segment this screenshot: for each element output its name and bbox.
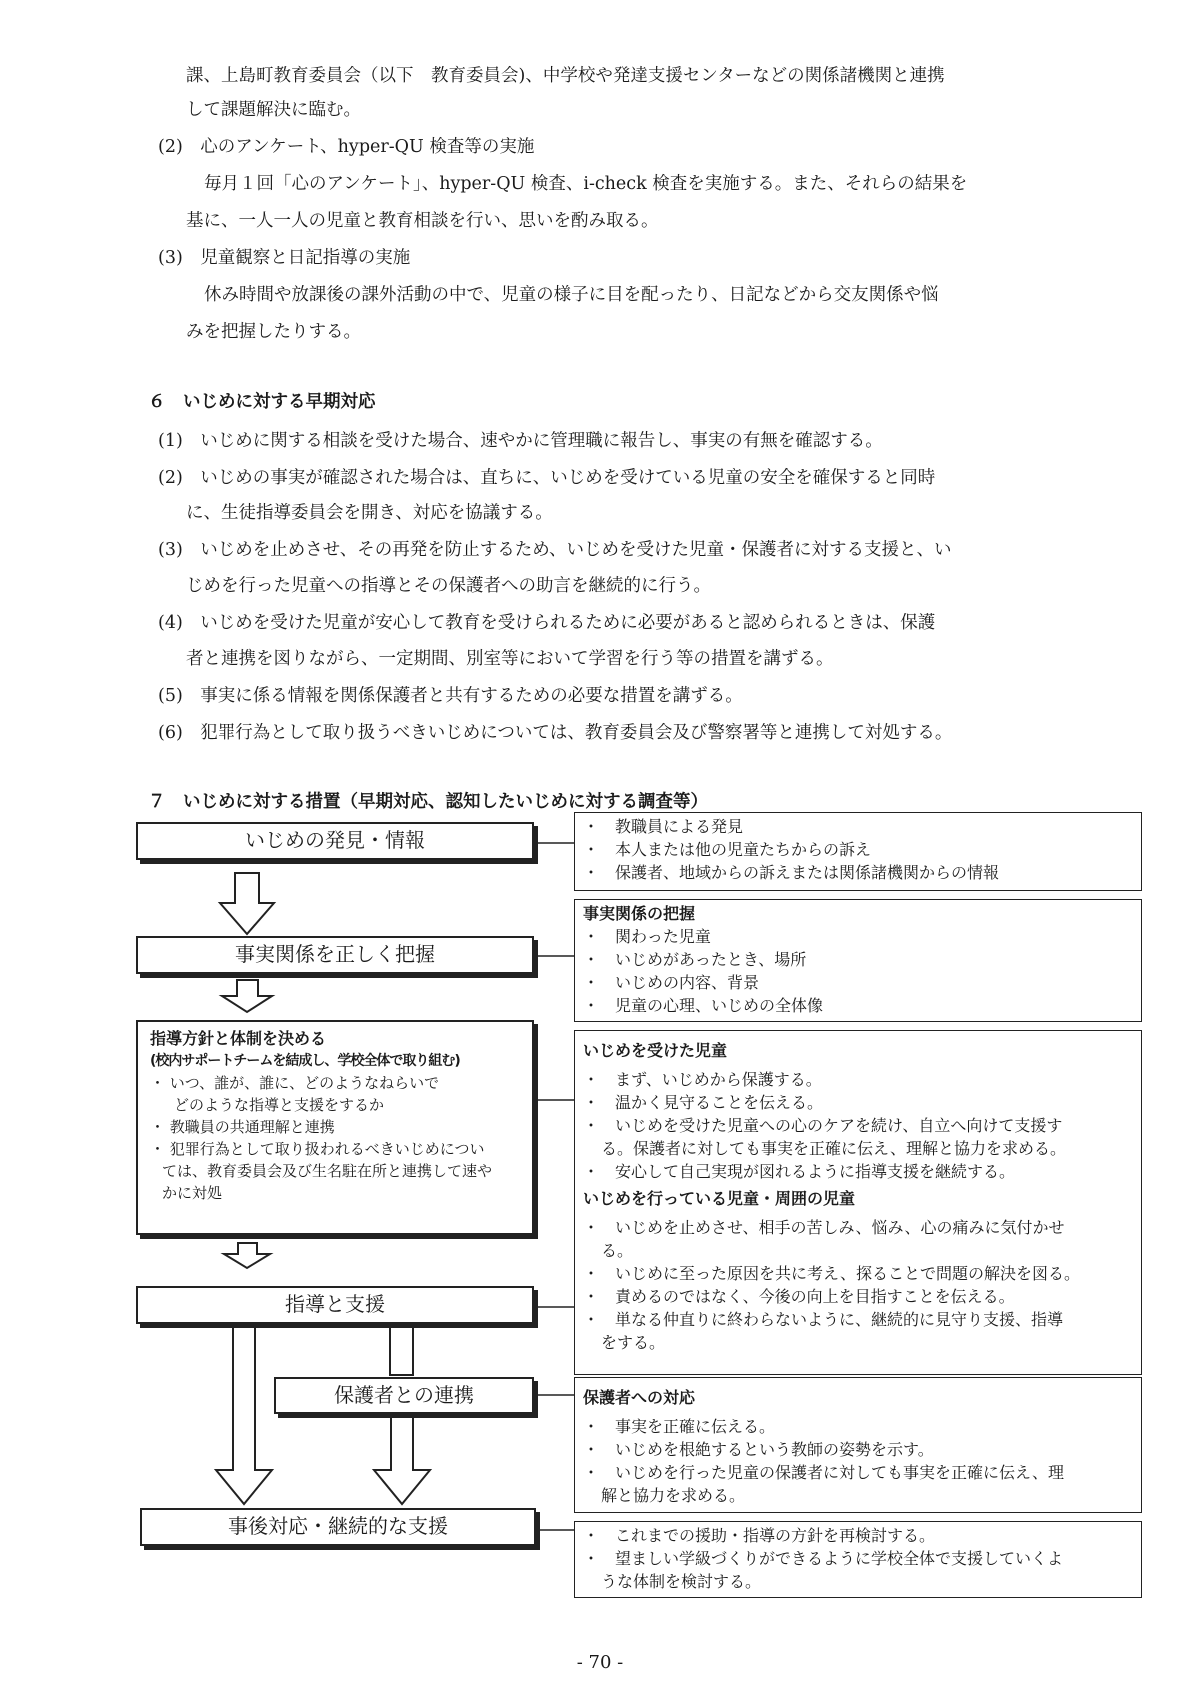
list-item: (5) 事実に係る情報を関係保護者と共有するための必要な措置を講ずる。: [158, 686, 743, 706]
detail-line: ・ いじめの内容、背景: [583, 973, 760, 992]
detail-title: 保護者への対応: [583, 1388, 696, 1407]
detail-line: ・ 事実を正確に伝える。: [583, 1417, 776, 1436]
detail-line: ・ いじめを止めさせ、相手の苦しみ、悩み、心の痛みに気付かせ: [583, 1218, 1065, 1237]
detail-line: ・ 安心して自己実現が図れるように指導支援を継続する。: [583, 1162, 1016, 1181]
detail-line: ・ いじめを根絶するという教師の姿勢を示す。: [583, 1440, 934, 1459]
detail-line: ・ 関わった児童: [583, 927, 711, 946]
arrow-down-icon: [220, 873, 274, 934]
flow-box-title: 指導方針と体制を決める: [150, 1029, 327, 1048]
flow-box-subtitle: (校内サポートチームを結成し、学校全体で取り組む): [150, 1053, 460, 1069]
flow-box-guidance: [136, 1286, 534, 1324]
connector: [390, 1326, 413, 1375]
detail-line: ・ 望ましい学級づくりができるように学校全体で支援していくよ: [583, 1549, 1064, 1568]
paragraph-line: 休み時間や放課後の課外活動の中で、児童の様子に目を配ったり、日記などから交友関係や悩: [204, 285, 939, 305]
detail-line: ・ 責めるのではなく、今後の向上を目指すことを伝える。: [583, 1287, 1015, 1306]
detail-title: いじめを行っている児童・周囲の児童: [583, 1189, 856, 1208]
detail-line: ・ 本人または他の児童たちからの訴え: [583, 840, 872, 859]
flow-box-label: 事実関係を正しく把握: [235, 942, 435, 966]
detail-line: ・ 保護者、地域からの訴えまたは関係諸機関からの情報: [583, 863, 1000, 882]
flow-box-label: 保護者との連携: [334, 1383, 474, 1407]
detail-box-fact-finding: [574, 899, 1142, 1022]
flow-box-discovery: [136, 822, 534, 860]
arrow-down-icon: [374, 1414, 430, 1504]
flow-box-line: ・ いつ、誰が、誰に、どのようなねらいで: [150, 1074, 440, 1092]
paragraph-line: みを把握したりする。: [186, 322, 361, 342]
detail-title: 事実関係の把握: [583, 904, 696, 923]
detail-line: うな体制を検討する。: [601, 1572, 762, 1591]
intro-line: して課題解決に臨む。: [186, 100, 361, 120]
arrow-down-icon: [216, 1326, 272, 1504]
paragraph-line: 基に、一人一人の児童と教育相談を行い、思いを酌み取る。: [186, 211, 659, 231]
detail-title: いじめを受けた児童: [583, 1041, 728, 1060]
detail-line: る。保護者に対しても事実を正確に伝え、理解と協力を求める。: [601, 1139, 1066, 1158]
flow-box-label: いじめの発見・情報: [245, 828, 425, 852]
flow-box-policy: [136, 1020, 534, 1235]
flow-box-label: 事後対応・継続的な支援: [228, 1514, 448, 1538]
detail-box-parent: [574, 1377, 1142, 1513]
arrow-down-icon: [224, 1243, 270, 1268]
flow-box-label: 指導と支援: [285, 1292, 385, 1316]
flow-box-line: ・ 犯罪行為として取り扱われるべきいじめについ: [150, 1140, 485, 1158]
flow-box-line: どのような指導と支援をするか: [174, 1096, 385, 1114]
page-number: - 70 -: [576, 1652, 624, 1673]
detail-line: ・ 温かく見守ることを伝える。: [583, 1093, 824, 1112]
arrow-down-icon: [222, 980, 272, 1012]
list-item: (6) 犯罪行為として取り扱うべきいじめについては、教育委員会及び警察署等と連携して対処する。: [158, 723, 953, 743]
flow-box-follow-up: [140, 1508, 536, 1546]
list-item: 者と連携を図りながら、一定期間、別室等において学習を行う等の措置を講ずる。: [186, 649, 834, 669]
detail-line: 解と協力を求める。: [601, 1486, 746, 1505]
detail-line: ・ まず、いじめから保護する。: [583, 1070, 822, 1089]
detail-line: ・ 教職員による発見: [583, 817, 744, 836]
detail-line: ・ いじめを受けた児童への心のケアを続け、自立へ向けて支援す: [583, 1116, 1063, 1135]
detail-line: ・ これまでの援助・指導の方針を再検討する。: [583, 1526, 936, 1545]
section-heading: ６ いじめに対する早期対応: [148, 392, 376, 412]
list-item: じめを行った児童への指導とその保護者への助言を継続的に行う。: [186, 576, 711, 596]
list-item: (3) いじめを止めさせ、その再発を防止するため、いじめを受けた児童・保護者に対する支援と、い: [158, 540, 952, 560]
flow-box-line: かに対処: [162, 1184, 223, 1202]
paragraph-line: 毎月１回「心のアンケート」、hyper-QU 検査、i-check 検査を実施する。また、それらの結果を: [204, 174, 968, 194]
flow-box-line: ・ 教職員の共通理解と連携: [150, 1118, 335, 1136]
detail-box-guidance: [574, 1030, 1142, 1375]
list-item: (4) いじめを受けた児童が安心して教育を受けられるために必要があると認められるときは、保護: [158, 613, 936, 633]
detail-line: る。: [601, 1241, 634, 1260]
list-item: に、生徒指導委員会を開き、対応を協議する。: [186, 503, 553, 523]
list-item: (2) いじめの事実が確認された場合は、直ちに、いじめを受けている児童の安全を確保すると同時: [158, 468, 936, 488]
item-heading: (2) 心のアンケート、hyper-QU 検査等の実施: [158, 137, 535, 157]
detail-line: ・ いじめがあったとき、場所: [583, 950, 807, 969]
flow-box-line: ては、教育委員会及び生名駐在所と連携して速や: [162, 1162, 493, 1180]
detail-line: ・ いじめに至った原因を共に考え、探ることで問題の解決を図る。: [583, 1264, 1080, 1283]
list-item: (1) いじめに関する相談を受けた場合、速やかに管理職に報告し、事実の有無を確認する。: [158, 431, 883, 451]
intro-line: 課、上島町教育委員会（以下 教育委員会)、中学校や発達支援センターなどの関係諸機関と連携: [186, 66, 945, 86]
section-heading: ７ いじめに対する措置（早期対応、認知したいじめに対する調査等）: [148, 792, 708, 812]
detail-line: ・ 児童の心理、いじめの全体像: [583, 996, 824, 1015]
detail-box-discovery: [574, 812, 1142, 891]
item-heading: (3) 児童観察と日記指導の実施: [158, 248, 411, 268]
flow-box-parent-cooperation: [274, 1377, 534, 1414]
detail-line: ・ 単なる仲直りに終わらないように、継続的に見守り支援、指導: [583, 1310, 1064, 1329]
detail-line: をする。: [601, 1333, 666, 1352]
detail-line: ・ いじめを行った児童の保護者に対しても事実を正確に伝え、理: [583, 1463, 1064, 1482]
flow-box-fact-finding: [136, 936, 534, 974]
detail-box-follow-up: [574, 1521, 1142, 1598]
